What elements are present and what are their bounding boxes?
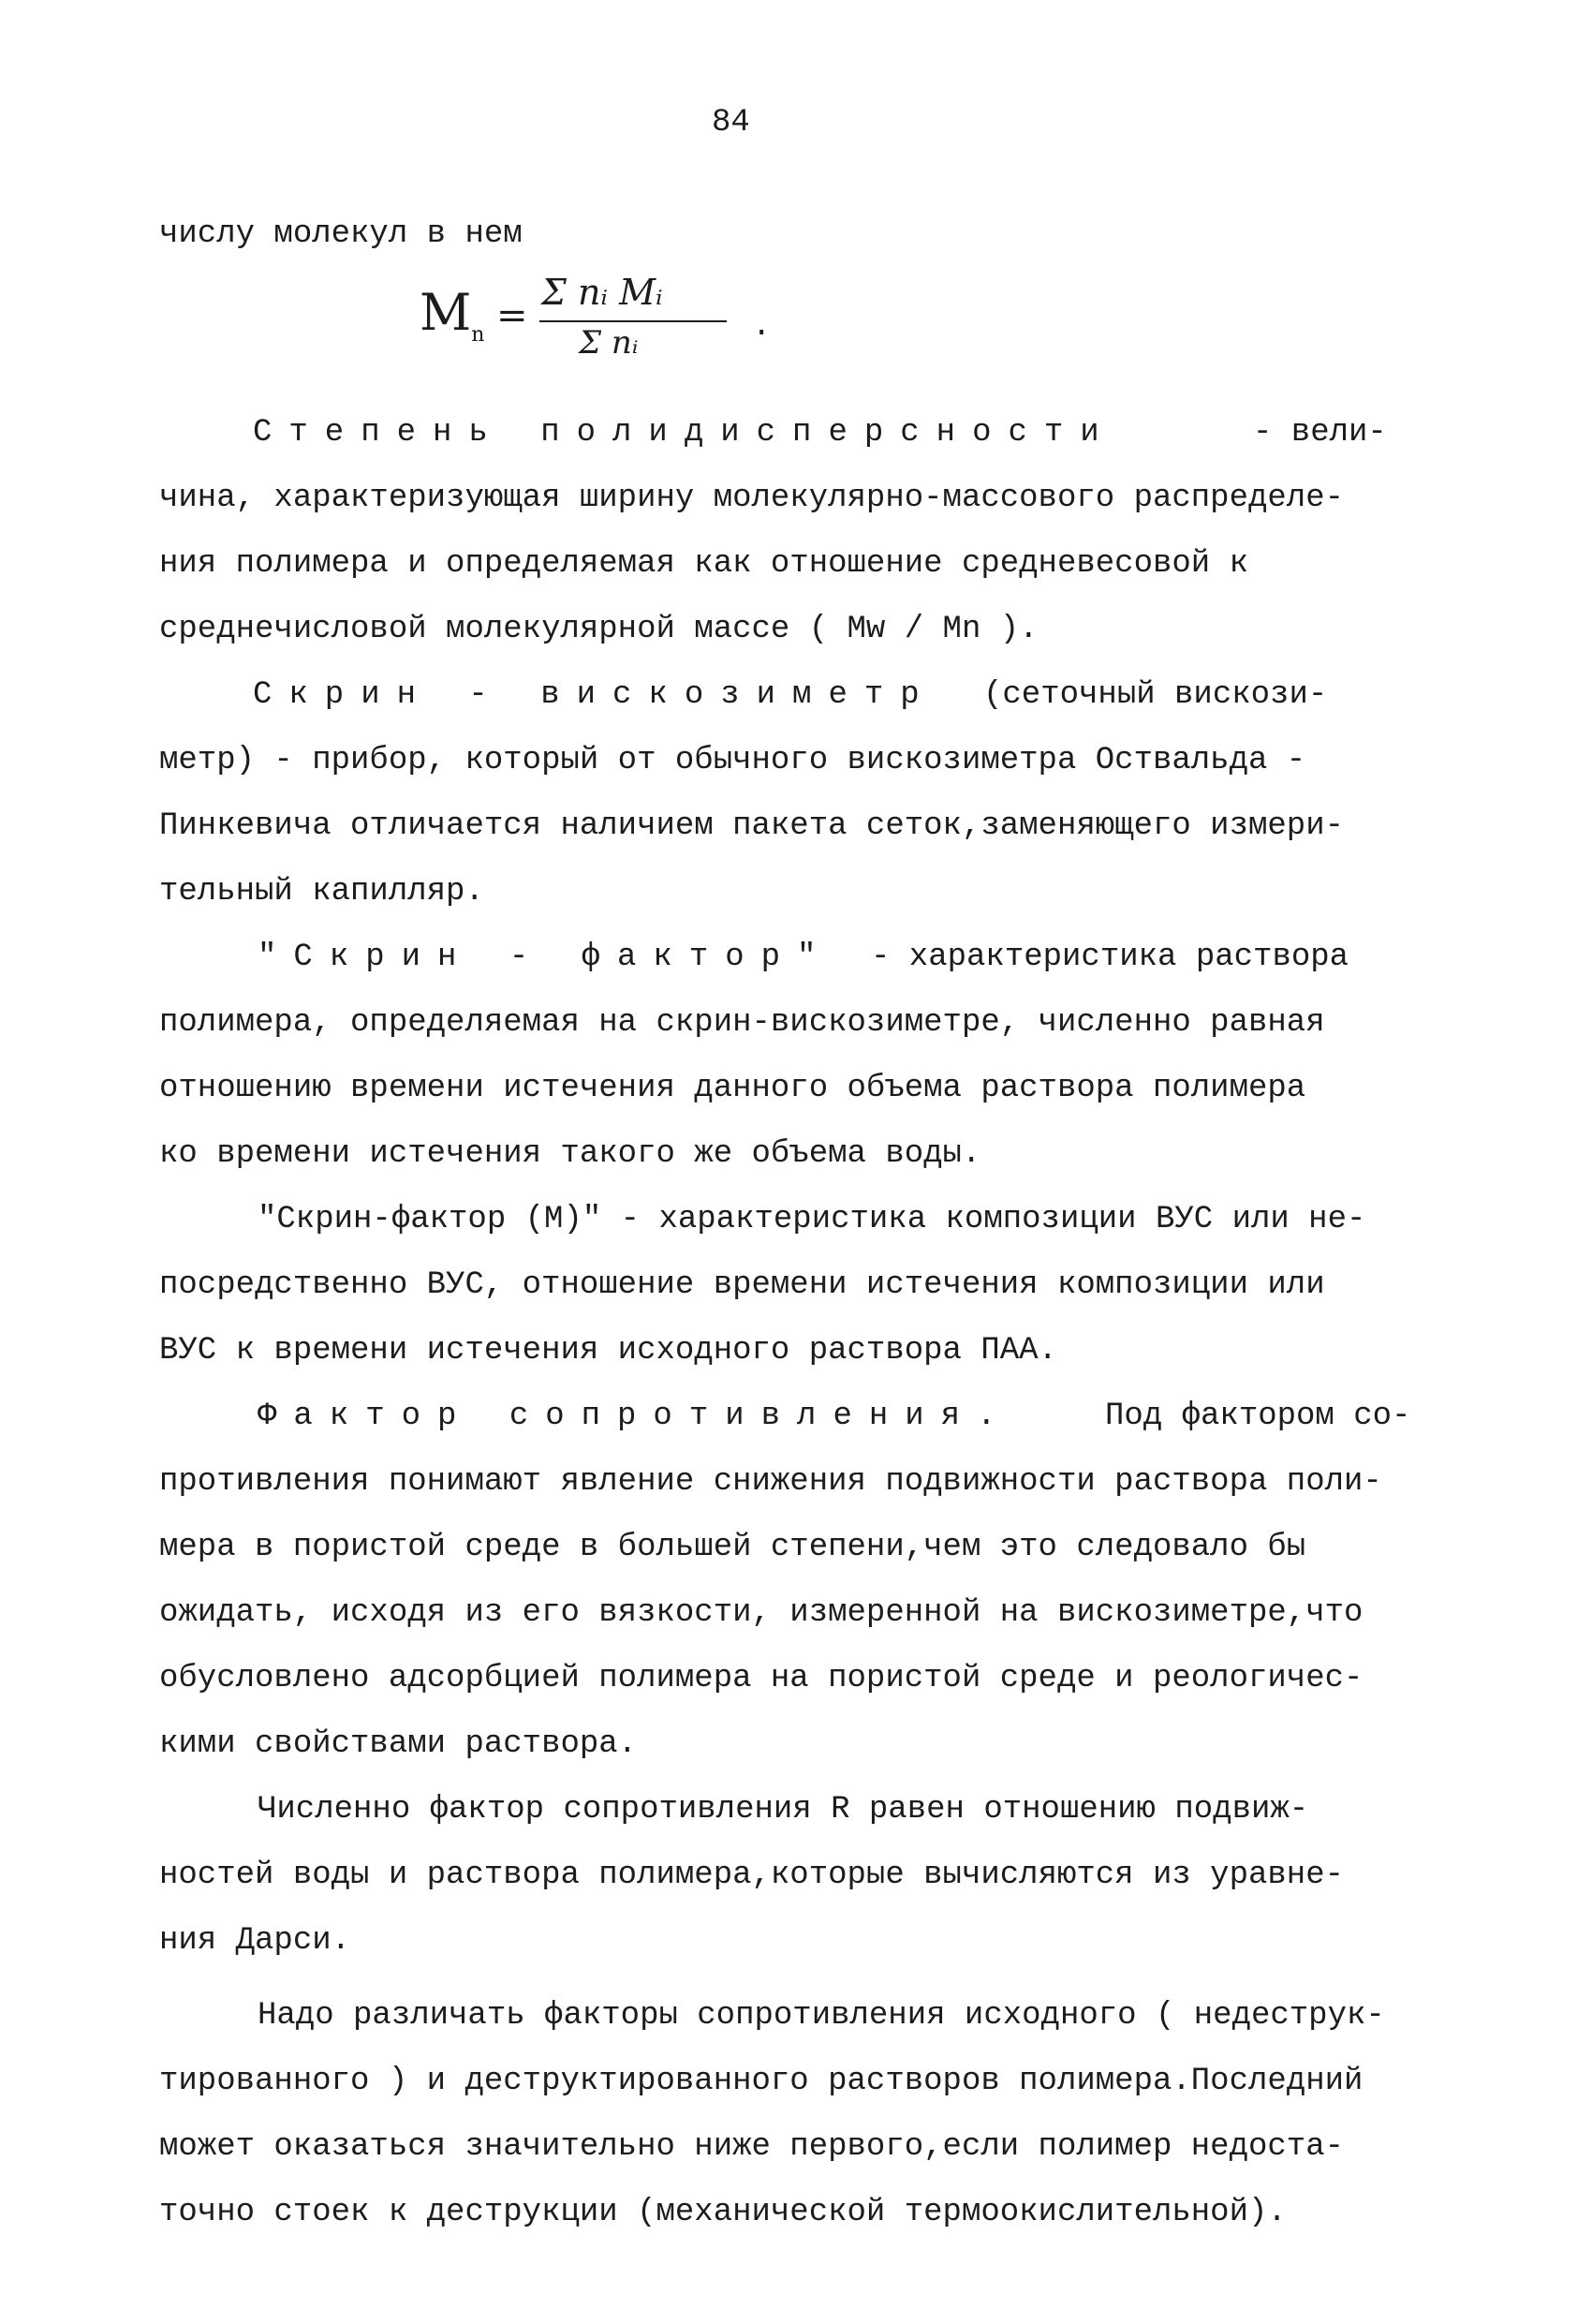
text-line: Надо различать факторы сопротивления исходного ( недеструк- <box>258 1998 1385 2034</box>
text-line: (сеточный вискози- <box>983 677 1328 713</box>
text-line: может оказаться значительно ниже первого,если полимер недоста- <box>159 2129 1345 2165</box>
page-number: 84 <box>712 105 750 141</box>
text-line: Численно фактор сопротивления R равен отношению подвиж- <box>258 1792 1309 1828</box>
formula-lhs: $M_n$ <box>420 283 485 347</box>
text-line: кими свойствами раствора. <box>159 1726 638 1762</box>
text-line: ния полимера и определяемая как отношение средневесовой к <box>159 546 1248 582</box>
text-line: отношению времени истечения данного объема раствора полимера <box>159 1071 1306 1106</box>
text-line: посредственно ВУС, отношение времени истечения композиции или <box>159 1267 1325 1303</box>
text-line: Пинкевича отличается наличием пакета сеток,заменяющего измери- <box>159 808 1345 844</box>
text-line: ВУС к времени истечения исходного раствора ПАА. <box>159 1333 1057 1369</box>
formula-numerator: Σ nᵢ Mᵢ <box>541 272 663 313</box>
fraction-bar <box>539 320 727 322</box>
text-line: ко времени истечения такого же объема воды. <box>159 1136 981 1172</box>
text-line: тированного ) и деструктированного растворов полимера.Последний <box>159 2064 1364 2099</box>
text-line: обусловлено адсорбцией полимера на пористой среде и реологичес- <box>159 1661 1364 1696</box>
formula-denominator: Σ nᵢ <box>579 324 639 362</box>
text-line: Под фактором со- <box>1105 1399 1411 1434</box>
term-screen-factor: "Скрин - фактор" <box>258 940 833 975</box>
text-line: ожидать, исходя из его вязкости, измеренной на вискозиметре,что <box>159 1595 1364 1631</box>
formula-period: . <box>752 309 772 345</box>
text-line: чина, характеризующая ширину молекулярно-массового распределе- <box>159 481 1345 516</box>
text-line: ностей воды и раствора полимера,которые вычисляются из уравне- <box>159 1858 1345 1893</box>
term-screen-viscometer: Скрин - вискозиметр <box>253 677 936 713</box>
term-polydispersity: Степень полидисперсности <box>253 415 1116 451</box>
formula-number-average-molecular-mass <box>420 272 813 375</box>
text-line: метр) - прибор, который от обычного вискозиметра Оствальда - <box>159 743 1306 778</box>
text-line: "Скрин-фактор (М)" - характеристика композиции ВУС или не- <box>258 1202 1366 1237</box>
text-line: мера в пористой среде в большей степени,чем это следовало бы <box>159 1530 1306 1565</box>
formula-equals: = <box>496 294 528 337</box>
text-line: ния Дарси. <box>159 1923 351 1959</box>
text-line: противления понимают явление снижения подвижности раствора поли- <box>159 1464 1382 1500</box>
text-line: среднечисловой молекулярной массе ( Mw / Mn ). <box>159 612 1039 647</box>
text-line: полимера, определяемая на скрин-вискозиметре, численно равная <box>159 1005 1325 1041</box>
text-line: - вели- <box>1253 415 1387 451</box>
text-line: тельный капилляр. <box>159 874 484 910</box>
text-line: числу молекул в нем <box>159 216 523 252</box>
text-line: - характеристика раствора <box>871 940 1349 975</box>
text-line: точно стоек к деструкции (механической термоокислительной). <box>159 2195 1287 2230</box>
term-resistance-factor: Фактор сопротивления. <box>258 1399 1013 1434</box>
